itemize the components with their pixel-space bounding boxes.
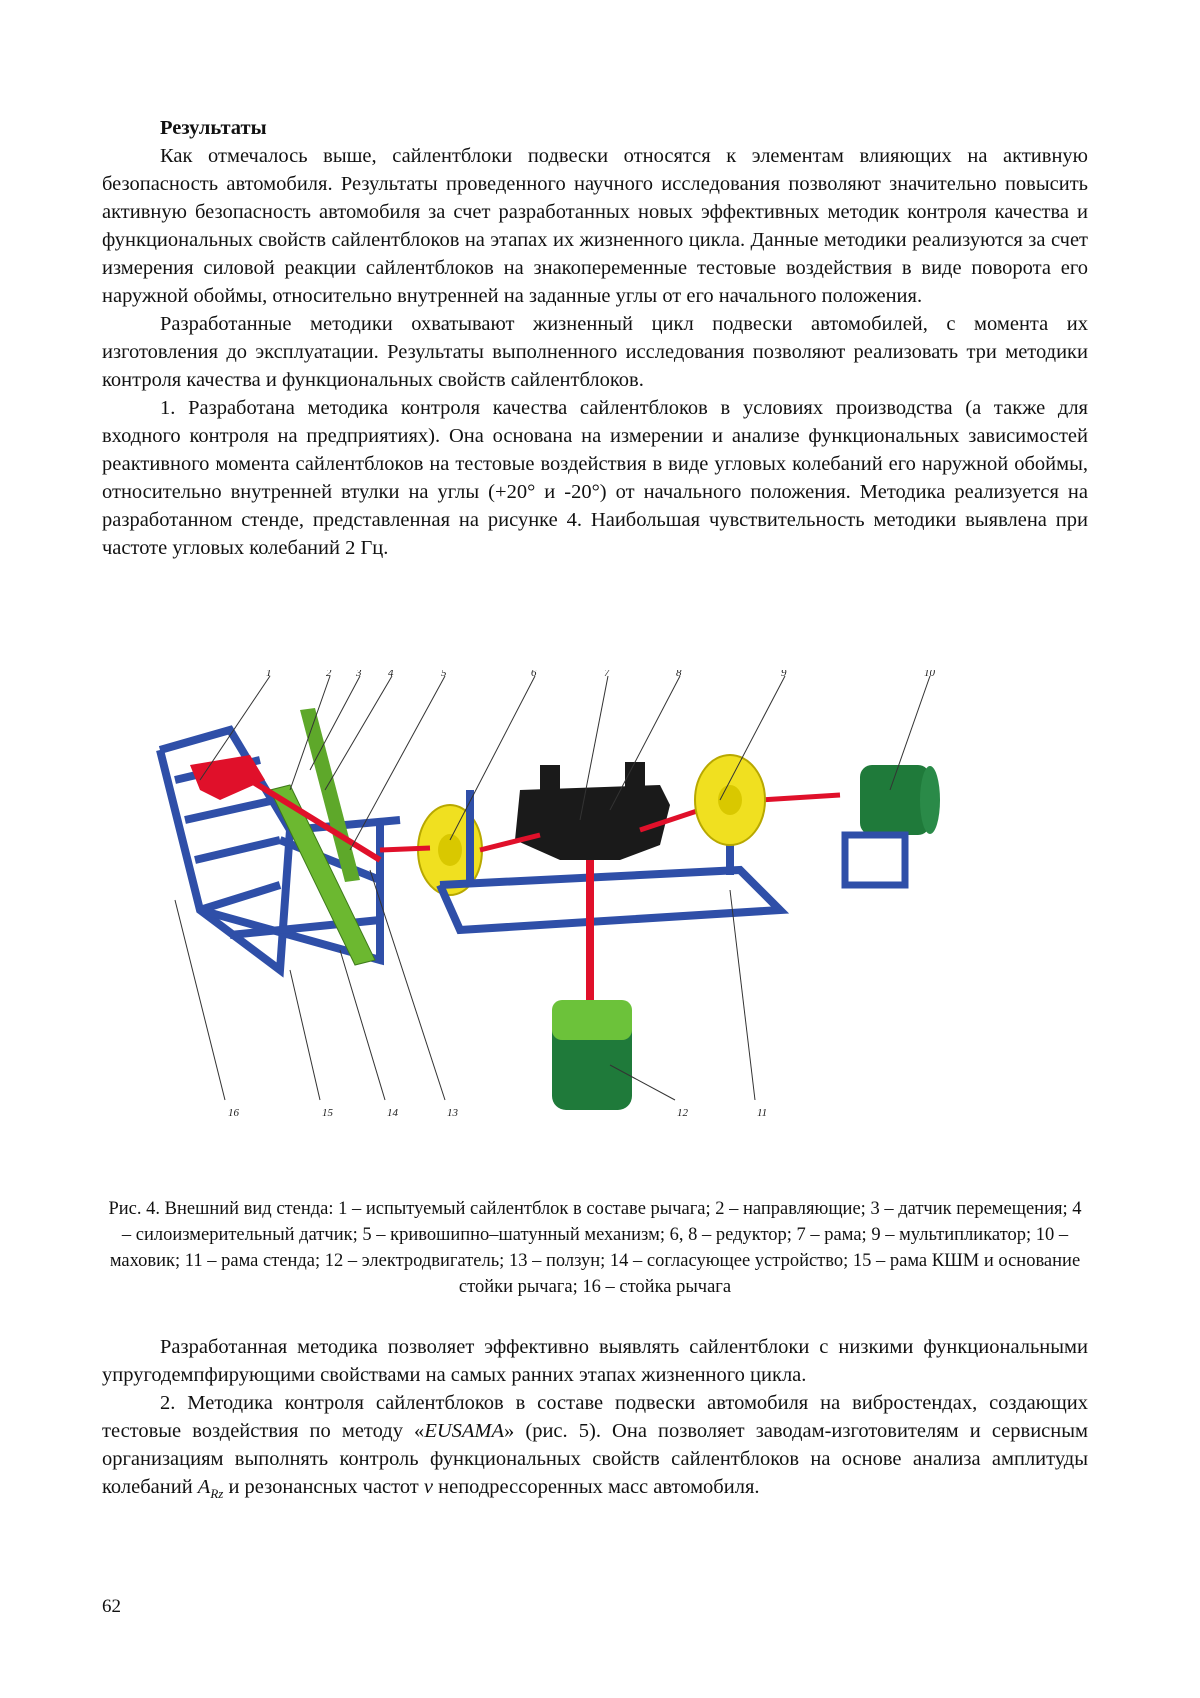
- figure-test-stand: [140, 670, 1040, 1192]
- callout-label: 16: [228, 1107, 239, 1119]
- amplitude-subscript: Rz: [210, 1486, 224, 1502]
- callout-label: 10: [924, 670, 935, 679]
- callout-label: 12: [677, 1107, 688, 1119]
- page-number: 62: [102, 1596, 121, 1617]
- callout-label: 3: [356, 670, 362, 679]
- paragraph: 1. Разработана методика контроля качества сайлентблоков в условиях производства (а также для входного контроля на предприятиях). Она основана на измерении и анализе функциональных зависимостей реактивного момента сайлентблоков на тестовые воздействия в виде угловых колебаний его наружной обоймы, относительно внутренней втулки на углы (+20° и -20°) от начального положения. Методика реализуется на разработанном стенде, представленная на рисунке 4. Наибольшая чувствительность методики выявлена при частоте угловых колебаний 2 Гц.: [102, 397, 1088, 559]
- callout-label: 13: [447, 1107, 458, 1119]
- text-run: неподрессоренных масс автомобиля.: [433, 1476, 760, 1498]
- text-run: » (рис. 5). Она позволяет заводам-изготовителям и сервисным организациям выполнять контроль функциональных свойств сайлентблоков на основе анализа амплитуды колебаний: [102, 1420, 1088, 1498]
- callout-label: 14: [387, 1107, 398, 1119]
- text-run: 2. Методика контроля сайлентблоков в составе подвески автомобиля на вибростендах, создающих тестовые воздействия по методу «: [102, 1392, 1088, 1442]
- body-text-top: [102, 142, 1088, 562]
- method-name: EUSAMA: [424, 1420, 505, 1442]
- text-run: и резонансных частот: [223, 1476, 424, 1498]
- callout-label: 6: [531, 670, 537, 679]
- callout-label: 9: [781, 670, 787, 679]
- paragraph: Как отмечалось выше, сайлентблоки подвески относятся к элементам влияющих на активную безопасность автомобиля. Результаты проведенного научного исследования позволяют значительно повысить активную безопасность автомобиля за счет разработанных новых эффективных методик контроля качества и функциональных свойств сайлентблоков на этапах их жизненного цикла. Данные методики реализуются за счет измерения силовой реакции сайлентблоков на знакопеременные тестовые воздействия в виде поворота его наружной обоймы, относительно внутренней на заданные углы от его начального положения.: [102, 145, 1088, 307]
- callout-label: 7: [604, 670, 610, 679]
- callout-label: 4: [388, 670, 394, 679]
- figure-caption: Рис. 4. Внешний вид стенда: 1 – испытуемый сайлентблок в составе рычага; 2 – направляющие; 3 – датчик перемещения; 4 – силоизмерительный датчик; 5 – кривошипно–шатунный механизм; 6, 8 – редуктор; 7 – рама; 9 – мультипликатор; 10 – маховик; 11 – рама стенда; 12 – электродвигатель; 13 – ползун; 14 – согласующее устройство; 15 – рама КШМ и основание стойки рычага; 16 – стойка рычага: [108, 1199, 1082, 1297]
- paragraph: Разработанная методика позволяет эффективно выявлять сайлентблоки с низкими функциональными упругодемпфирующими свойствами на самых ранних этапах жизненного цикла.: [102, 1336, 1088, 1386]
- black-subframe: [515, 762, 670, 860]
- callout-label: 8: [676, 670, 682, 679]
- body-text-bottom: [102, 1333, 1088, 1508]
- amplitude-symbol: A: [197, 1476, 211, 1498]
- callout-label: 5: [441, 670, 447, 679]
- paragraph-method-2: [102, 1389, 1088, 1508]
- frequency-symbol: ν: [423, 1476, 434, 1498]
- paragraph: Разработанные методики охватывают жизненный цикл подвески автомобилей, с момента их изготовления до эксплуатации. Результаты выполненного исследования позволяют реализовать три методики контроля качества и функциональных свойств сайлентблоков.: [102, 313, 1088, 391]
- section-heading: Результаты: [160, 117, 267, 139]
- callout-label: 11: [757, 1107, 768, 1119]
- multiplier-right: [695, 755, 765, 845]
- test-stand-illustration: [140, 670, 1040, 1192]
- callout-label: 2: [326, 670, 332, 679]
- callout-label: 1: [266, 670, 272, 679]
- electric-motor: [552, 1000, 632, 1110]
- callout-label: 15: [322, 1107, 333, 1119]
